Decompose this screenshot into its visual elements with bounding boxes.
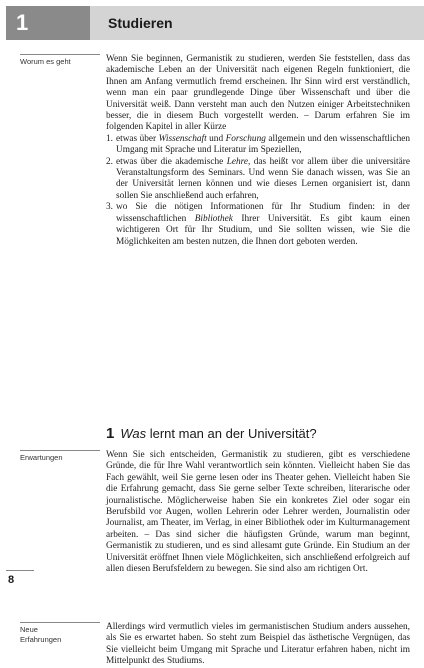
list-item-number: 3. bbox=[106, 202, 113, 213]
list-item-text: wo Sie die nötigen Informationen für Ihr Studium finden: in der wissenschaftlichen bbox=[116, 202, 410, 224]
list-item-emphasis: Lehre bbox=[226, 156, 249, 167]
body-text: Wenn Sie sich entscheiden, Germanistik zu studieren, gibt es verschiedene Gründe, die für Ihre Wahl verantwortlich sein könnten. Vielleicht haben Sie das Fach gewählt, weil Sie gerne lesen oder ins Theater gehen. Vielleicht haben Sie die Erfahrung gemacht, dass Sie gerne selber Texte schreiben, literarische oder journalistische. Möglicherweise haben Sie ein konkretes Ziel oder sogar ein Berufsbild vor Augen, wollen Lehrerin oder Lehrer werden, Journalistin oder Journalist, am Theater, im Verlag, in einer Bibliothek oder im Kulturmanagement arbeiten. – Das sind sicher die häufigsten Gründe, warum man beginnt, Germanistik zu studieren, und es sind allesamt gute Gründe. Ein Studium an der Universität eröffnet Ihnen viele Möglichkeiten, sich anschließend erfolgreich auf allen diesen Berufsfeldern zu bewegen. Sie sind also am richtigen Ort. bbox=[106, 450, 410, 575]
list-item-number: 2. bbox=[106, 156, 113, 167]
page-number: 8 bbox=[8, 574, 15, 586]
list-item bbox=[106, 134, 410, 157]
list-item-number: 1. bbox=[106, 133, 113, 144]
list-item-emphasis: Forschung bbox=[225, 133, 266, 144]
margin-label-worum-es-geht bbox=[20, 54, 100, 67]
list-item-text: etwas über die akademische bbox=[116, 156, 227, 167]
margin-label-neue-erfahrungen bbox=[20, 622, 100, 645]
section-number: 1 bbox=[106, 425, 115, 442]
margin-label-text: Worum es geht bbox=[20, 57, 71, 66]
section-heading bbox=[106, 425, 410, 442]
body-paragraph-1 bbox=[106, 450, 410, 575]
margin-label-erwartungen bbox=[20, 450, 100, 463]
list-item-emphasis: Wissenschaft bbox=[158, 133, 207, 144]
list-item-emphasis: Bibliothek bbox=[194, 213, 233, 224]
chapter-number: 1 bbox=[16, 10, 29, 35]
section-heading-italic: Was bbox=[120, 426, 147, 441]
list-item bbox=[106, 157, 410, 203]
body-paragraph-2 bbox=[106, 622, 410, 668]
margin-label-text: Neue bbox=[20, 625, 38, 634]
chapter-number-box bbox=[6, 6, 90, 40]
margin-label-text: Erwartungen bbox=[20, 453, 63, 462]
list-item-text: Ihrer Universität. Es gibt kaum einen wichtigeren Ort für Ihr Studium, und Sie sollten wissen, wie Sie die Möglichkeiten am besten nutzen, die Ihnen dort geboten werden. bbox=[116, 213, 410, 247]
footer-rule bbox=[6, 570, 34, 571]
section-heading-text: lernt man an der Universität? bbox=[146, 426, 317, 441]
list-item-text: allgemein und den wissenschaftlichen Umgang mit Sprache und Literatur im Speziellen, bbox=[116, 133, 411, 156]
list-item-text: und bbox=[206, 133, 226, 144]
margin-label-text: Erfahrungen bbox=[20, 635, 62, 644]
list-item bbox=[106, 202, 410, 248]
intro-list bbox=[106, 134, 410, 248]
intro-paragraph: Wenn Sie beginnen, Germanistik zu studieren, werden Sie feststellen, dass das akademische Leben an der Universität nach eigenen Regeln funktioniert, die Ihnen am Anfang vermutlich fremd erscheinen. Ihr Sinn wird erst verständlich, wenn man ein paar grundlegende Dinge über Wissenschaft und über die Universität weiß. Dann versteht man auch den Nutzen einiger Arbeitstechniken besser, die in diesem Buch vorgestellt werden. – Darum erfahren Sie im folgenden Kapitel in aller Kürze bbox=[106, 54, 410, 133]
chapter-title: Studieren bbox=[108, 15, 173, 31]
intro-section bbox=[106, 54, 410, 248]
list-item-text: , das heißt vor allem über die universitäre Veranstaltungsform des Seminars. Und wenn Sie danach wissen, was Sie an der Universität lernen können und wie dieses Lernen organisiert ist, dann sollen Sie anschließend auch erfahren, bbox=[116, 156, 410, 201]
body-text: Allerdings wird vermutlich vieles im germanistischen Studium anders aussehen, als Sie es erwartet haben. So steht zum Beispiel das ästhetische Vergnügen, das Sie vielleicht beim Umgang mit Sprache und Literatur erfahren haben, nicht im Mittelpunkt des Studiums. bbox=[106, 622, 410, 667]
list-item-text: etwas über bbox=[116, 133, 159, 144]
